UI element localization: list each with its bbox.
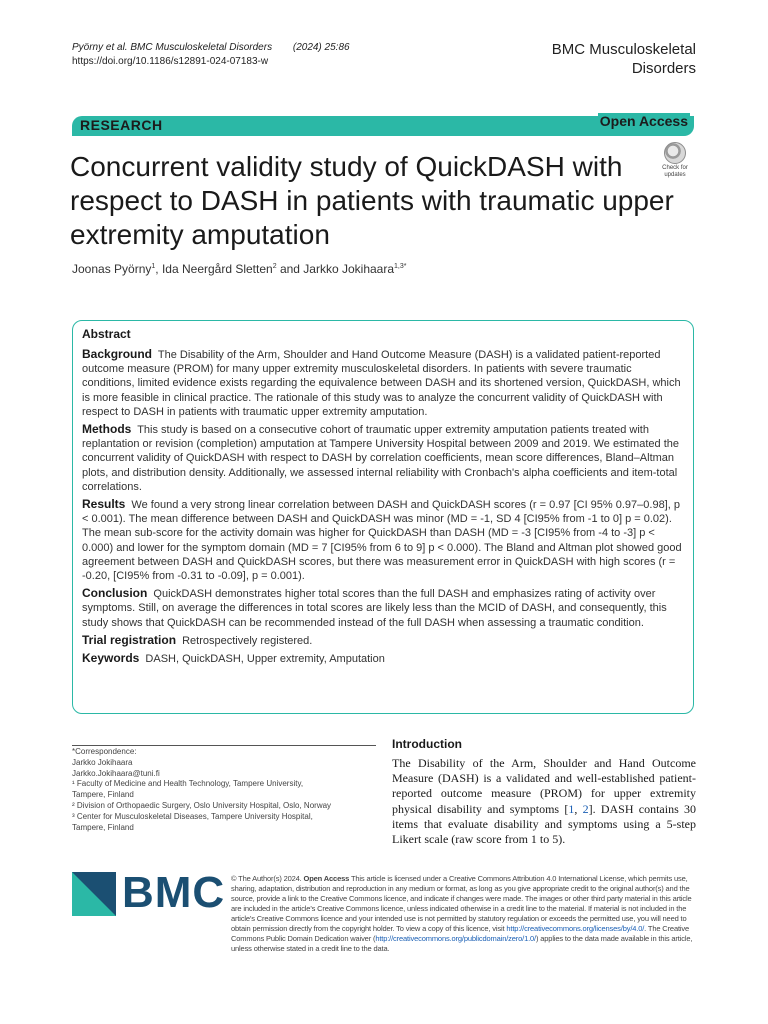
background-label: Background bbox=[82, 347, 153, 361]
article-title: Concurrent validity study of QuickDASH with respect to DASH in patients with traumatic upper extremity amputation bbox=[70, 151, 674, 250]
author-3: and Jarkko Jokihaara bbox=[276, 262, 395, 276]
affiliation-1: ¹ Faculty of Medicine and Health Technology, Tampere University, bbox=[72, 779, 304, 789]
conclusion-text: QuickDASH demonstrates higher total scores than the full DASH and emphasizes rating of activity over symptoms. Still, on average the differences in total scores are likely less than the MCID of DASH, and consequently, this study shows that QuickDASH can be recommended instead of the full DASH when assessing a traumatic condition. bbox=[82, 588, 667, 629]
running-header bbox=[72, 41, 350, 69]
author-2-affil: 2 bbox=[272, 263, 277, 270]
introduction-paragraph bbox=[392, 756, 696, 847]
abstract-results bbox=[82, 497, 685, 583]
license-tail: ) applies to the data made available in this article, unless otherwise stated in a credit line to the data. bbox=[231, 934, 693, 953]
abstract-conclusion bbox=[82, 586, 685, 630]
check-updates-icon bbox=[664, 142, 686, 164]
abstract-heading: Abstract bbox=[82, 327, 131, 341]
affiliation-3-cont: Tampere, Finland bbox=[72, 822, 134, 832]
bmc-logo bbox=[72, 868, 226, 920]
introduction-heading: Introduction bbox=[392, 737, 462, 751]
year-volume: (2024) 25:86 bbox=[292, 42, 350, 53]
check-updates-line-2: updates bbox=[664, 172, 686, 178]
journal-name bbox=[552, 40, 696, 78]
research-label: RESEARCH bbox=[80, 117, 163, 133]
abstract-box bbox=[72, 320, 694, 714]
trial-label: Trial registration bbox=[82, 632, 177, 647]
author-1: Joonas Pyörny bbox=[72, 262, 152, 276]
license-link-by[interactable]: http://creativecommons.org/licenses/by/4.0/ bbox=[506, 924, 645, 933]
results-label: Results bbox=[82, 497, 126, 512]
intro-text-b: ]. DASH contains 30 items that evaluate disability and symptoms using a 5-step Likert scale (raw score from 1 to 5). bbox=[392, 801, 696, 847]
corr-label: *Correspondence: bbox=[72, 747, 137, 756]
open-access-label: Open Access bbox=[599, 113, 688, 129]
check-for-updates-badge[interactable] bbox=[655, 142, 695, 180]
abstract-keywords bbox=[82, 651, 685, 666]
affiliation-1-cont: Tampere, Finland bbox=[72, 790, 134, 800]
keywords-text: DASH, QuickDASH, Upper extremity, Amputation bbox=[145, 653, 385, 666]
results-text: We found a very strong linear correlation between DASH and QuickDASH scores (r = 0.97 [CI 95% 0.97–0.98], p < 0.001). The mean difference between DASH and QuickDASH was minor (MD = -1, SD 4 [CI95% from -1 to 0] p = 0.02). The mean sub-score for the activity domain was higher for QuickDASH than DASH (MD = -3 [CI95% from -4 to -3] p < 0.000) and lower for the symptom domain (MD = 7 [CI95% from 6 to 9] p < 0.000). The Bland and Altman plot showed good agreement between DASH and QuickDASH scores, but there was measurement error in QuickDASH with high scores (r = -0.20, [CI95% from -0.31 to -0.09], p = 0.001). bbox=[82, 499, 682, 583]
background-text: The Disability of the Arm, Shoulder and Hand Outcome Measure (DASH) is a validated patient-reported outcome measure (PROM) for many upper extremity musculoskeletal disorders. In patients with severe traumatic conditions, limited evidence exists regarding the equivalence between DASH and its shortened version, QuickDASH, which is more feasible in clinical practice. The rationale of this study was to analyze the concurrent validity of QuickDASH with respect to DASH in patients with traumatic upper extremity amputation. bbox=[82, 349, 681, 418]
citation: Pyörny et al. BMC Musculoskeletal Disorders bbox=[72, 42, 273, 53]
conclusion-label: Conclusion bbox=[82, 586, 148, 601]
license-link-zero[interactable]: http://creativecommons.org/publicdomain/zero/1.0/ bbox=[375, 934, 536, 943]
journal-line-2: Disorders bbox=[631, 60, 696, 77]
keywords-label: Keywords bbox=[82, 651, 140, 666]
reference-link-1[interactable]: 1 bbox=[568, 801, 575, 816]
abstract-background bbox=[82, 347, 685, 419]
check-updates-line-1: Check for bbox=[662, 165, 688, 171]
author-3-affil: 1,3* bbox=[394, 263, 407, 270]
article-type-band bbox=[72, 113, 694, 136]
license-body: This article is licensed under a Creative Commons Attribution 4.0 International License, which permits use, sharing, adaptation, distribution and reproduction in any medium or format, as long as you give appropriate credit to the original author(s) and the source, provide a link to the Creative Commons licence, and indicate if changes were made. The images or other third party material in this article are included in the article's Creative Commons licence, unless indicated otherwise in a credit line to the material. If material is not included in the article's Creative Commons licence and your intended use is not permitted by statutory regulation or exceeds the permitted use, you will need to obtain permission directly from the copyright holder. To view a copy of this licence, visit bbox=[231, 874, 692, 933]
affiliation-3: ³ Center for Musculoskeletal Diseases, Tampere University Hospital, bbox=[72, 811, 313, 821]
license-statement bbox=[231, 874, 694, 954]
ref-separator: , bbox=[574, 801, 583, 816]
trial-text: Retrospectively registered. bbox=[182, 634, 313, 647]
doi-link[interactable]: https://doi.org/10.1186/s12891-024-07183-w bbox=[72, 56, 269, 67]
abstract-trial-registration bbox=[82, 633, 685, 648]
journal-line-1: BMC Musculoskeletal bbox=[551, 41, 696, 58]
license-waiver: . The Creative Commons Public Domain Dedication waiver ( bbox=[231, 924, 690, 943]
author-1-affil: 1 bbox=[151, 263, 156, 270]
intro-text-a: The Disability of the Arm, Shoulder and Hand Outcome Measure (DASH) is a validated and well-established patient-reported outcome measure (PROM) for upper extremity physical disability and symptoms [ bbox=[392, 756, 696, 816]
author-list bbox=[72, 262, 406, 276]
abstract-methods bbox=[82, 422, 685, 494]
bmc-logo-text: BMC bbox=[122, 868, 226, 917]
license-copyright: © The Author(s) 2024. bbox=[231, 874, 304, 883]
methods-label: Methods bbox=[82, 422, 132, 437]
corr-name: Jarkko Jokihaara bbox=[72, 757, 133, 767]
methods-text: This study is based on a consecutive cohort of traumatic upper extremity amputation patients treated with replantation or revision (completion) amputation at Tampere University Hospital between 2009 and 2019. We estimated the concurrent validity of QuickDASH with respect to DASH by correlation coefficients, mean score differences, Bland–Altman plots, and distribution density. Additionally, we assessed internal reliability with Cronbach's alpha coefficients and item-total correlations. bbox=[82, 424, 679, 493]
reference-link-2[interactable]: 2 bbox=[582, 801, 589, 816]
corr-email[interactable]: Jarkko.Jokihaara@tuni.fi bbox=[72, 768, 160, 778]
check-updates-text bbox=[655, 165, 695, 179]
correspondence-footnote bbox=[72, 745, 376, 833]
license-open-access: Open Access bbox=[303, 874, 350, 883]
author-2: , Ida Neergård Sletten bbox=[155, 262, 273, 276]
affiliation-2: ² Division of Orthopaedic Surgery, Oslo University Hospital, Oslo, Norway bbox=[72, 800, 332, 810]
bmc-logo-mark bbox=[72, 872, 116, 916]
